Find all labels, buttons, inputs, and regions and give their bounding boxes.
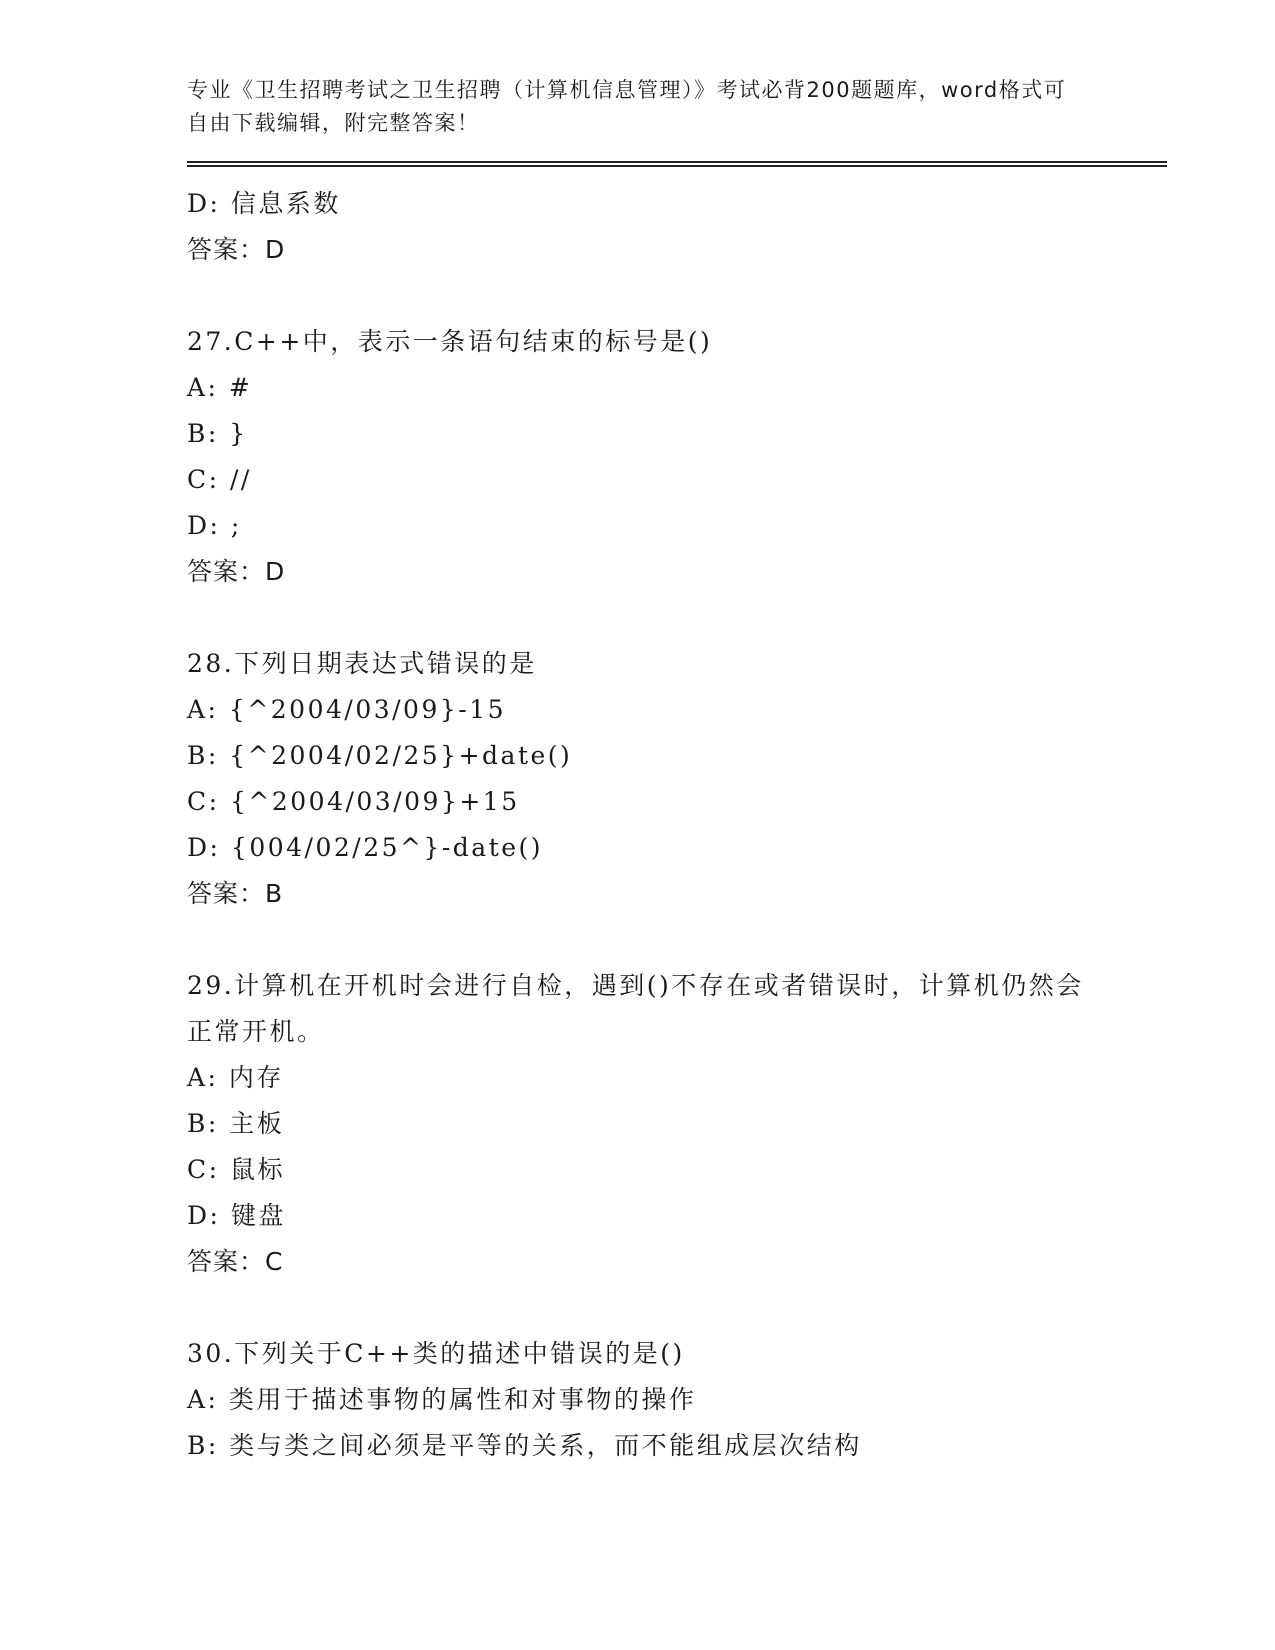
option-b: B: 主板	[187, 1109, 285, 1138]
question-27	[187, 319, 1167, 595]
option-a: A: {^2004/03/09}-15	[187, 695, 507, 724]
answer-line: 答案：B	[187, 879, 284, 908]
answer-line: 答案：D	[187, 235, 286, 264]
option-c: C: //	[187, 465, 252, 494]
option-a: A: #	[187, 373, 253, 402]
option-b: B: {^2004/02/25}+date()	[187, 741, 573, 770]
option-a: A: 类用于描述事物的属性和对事物的操作	[187, 1385, 697, 1414]
header-divider	[187, 161, 1167, 167]
question-stem: 28.下列日期表达式错误的是	[187, 649, 537, 678]
question-29	[187, 963, 1167, 1285]
option-d: D: 键盘	[187, 1201, 286, 1230]
option-b: B: 类与类之间必须是平等的关系，而不能组成层次结构	[187, 1431, 862, 1460]
option-d: D: ;	[187, 511, 242, 540]
question-stem: 29.计算机在开机时会进行自检，遇到()不存在或者错误时，计算机仍然会正常开机。	[187, 971, 1084, 1046]
answer-line: 答案：C	[187, 1247, 284, 1276]
question-stem: 27.C++中，表示一条语句结束的标号是()	[187, 327, 713, 356]
option-b: B: }	[187, 419, 248, 448]
option-d: D: 信息系数	[187, 189, 341, 218]
spacer	[187, 595, 1167, 641]
document-page	[187, 74, 1167, 1469]
question-list	[187, 181, 1167, 1469]
question-stem: 30.下列关于C++类的描述中错误的是()	[187, 1339, 685, 1368]
document-header: 专业《卫生招聘考试之卫生招聘（计算机信息管理）》考试必背200题题库，word格式可自由下载编辑，附完整答案！	[187, 78, 1067, 135]
option-c: C: 鼠标	[187, 1155, 285, 1184]
option-d: D: {004/02/25^}-date()	[187, 833, 544, 862]
spacer	[187, 917, 1167, 963]
answer-line: 答案：D	[187, 557, 286, 586]
question-28	[187, 641, 1167, 917]
option-a: A: 内存	[187, 1063, 284, 1092]
option-c: C: {^2004/03/09}+15	[187, 787, 520, 816]
spacer	[187, 1285, 1167, 1331]
question-30	[187, 1331, 1167, 1469]
spacer	[187, 273, 1167, 319]
